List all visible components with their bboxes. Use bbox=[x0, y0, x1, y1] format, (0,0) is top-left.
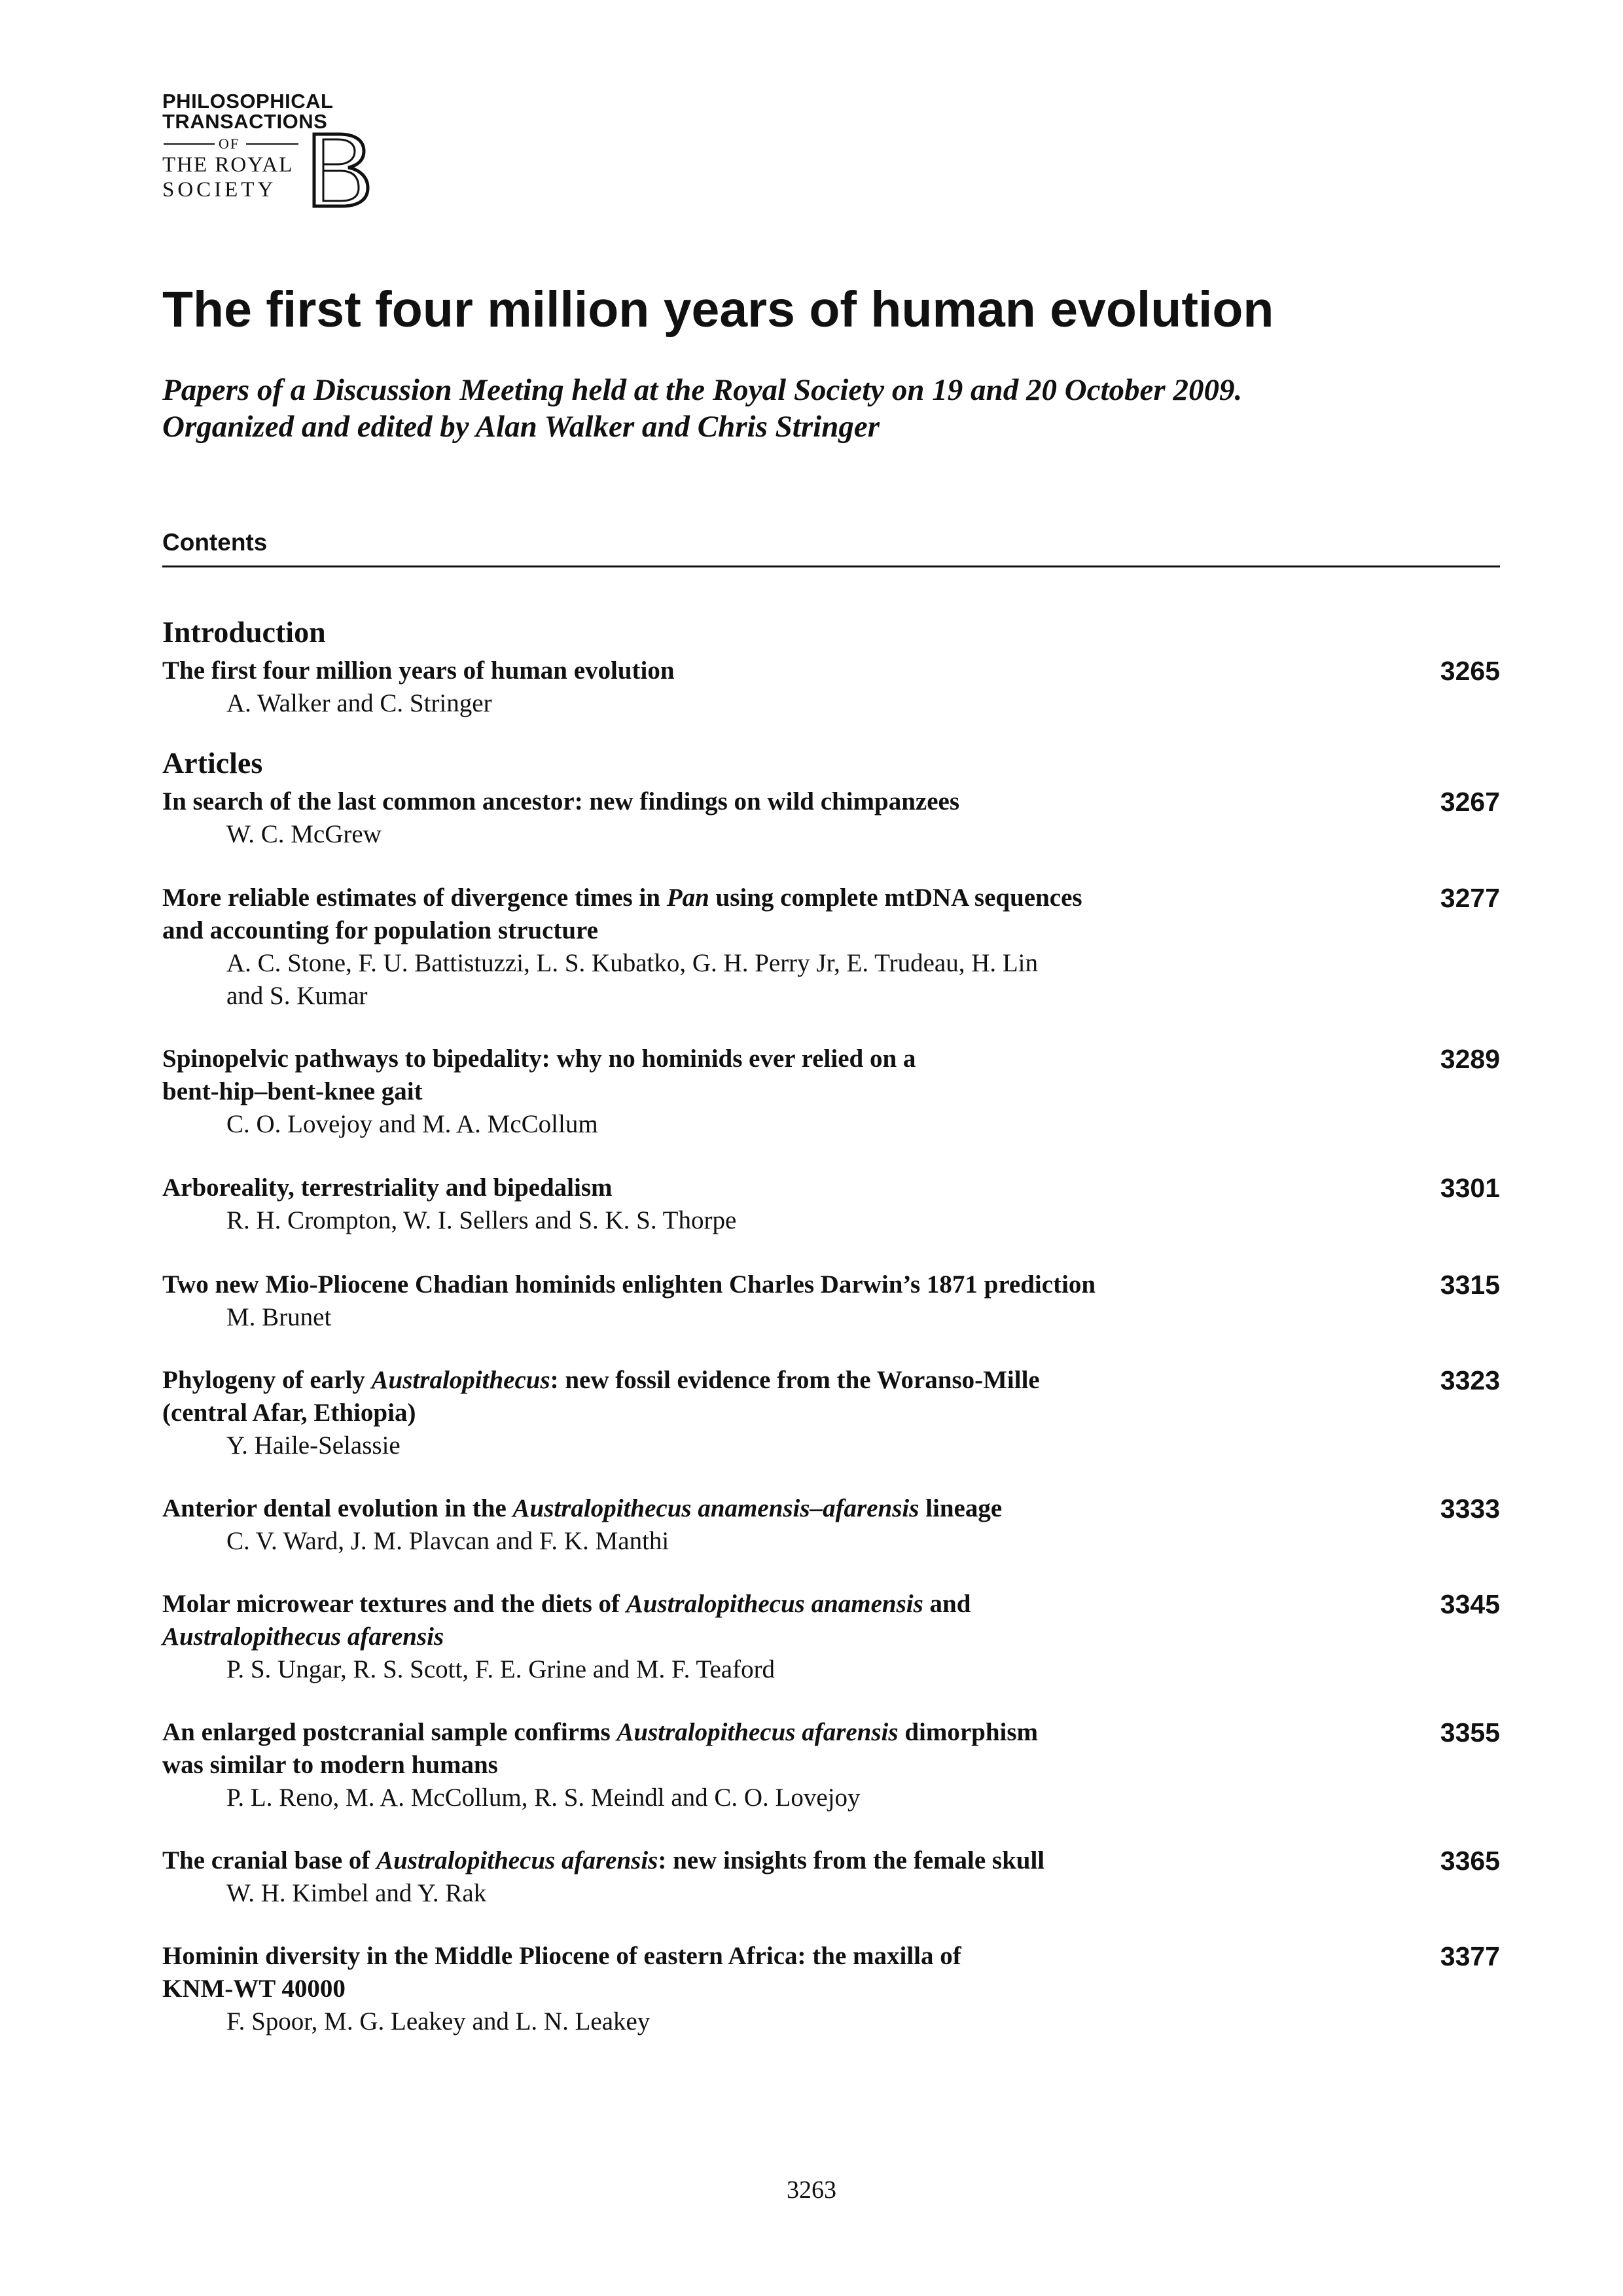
toc-authors-text: P. L. Reno, M. A. McCollum, R. S. Meindl and C. O. Lovejoy bbox=[226, 1784, 861, 1812]
toc-entry-title bbox=[162, 655, 1406, 687]
toc-entry-authors bbox=[162, 1525, 1404, 1558]
toc-title-text: Phylogeny of early bbox=[162, 1366, 372, 1394]
toc-authors-text: R. H. Crompton, W. I. Sellers and S. K. S. Thorpe bbox=[226, 1206, 737, 1234]
toc-title-text: was similar to modern humans bbox=[162, 1751, 498, 1779]
toc-title-text: Two new Mio-Pliocene Chadian hominids enlighten Charles Darwin’s 1871 prediction bbox=[162, 1270, 1096, 1299]
toc-authors-text: F. Spoor, M. G. Leakey and L. N. Leakey bbox=[226, 2007, 651, 2036]
toc-entry-authors bbox=[162, 1108, 1404, 1141]
toc-authors-text: W. H. Kimbel and Y. Rak bbox=[226, 1879, 487, 1907]
toc-title-text: : new fossil evidence from the Woranso-Mille bbox=[550, 1366, 1040, 1394]
toc-entry-page: 3315 bbox=[1440, 1270, 1500, 1300]
toc-entry-authors bbox=[162, 1782, 1404, 1814]
toc-entry-page: 3267 bbox=[1440, 787, 1500, 817]
toc-entry-page: 3355 bbox=[1440, 1717, 1500, 1748]
toc-entry[interactable] bbox=[162, 1588, 1500, 1686]
toc-title-italic: Australopithecus afarensis bbox=[376, 1846, 658, 1874]
logo-of bbox=[162, 135, 300, 151]
toc-entry-title bbox=[162, 1492, 1406, 1525]
logo-line-philosophical: PHILOSOPHICAL bbox=[162, 90, 334, 113]
journal-logo bbox=[162, 91, 372, 222]
page-title: The first four million years of human evolution bbox=[162, 281, 1274, 338]
toc-title-italic: Australopithecus afarensis bbox=[616, 1718, 899, 1746]
toc-entry[interactable] bbox=[162, 1940, 1500, 2038]
logo-b-letter-icon bbox=[305, 130, 370, 209]
subtitle-line-2: Organized and edited by Alan Walker and Chris Stringer bbox=[162, 410, 880, 444]
section-heading-introduction: Introduction bbox=[162, 615, 326, 649]
toc-title-text: bent-hip–bent-knee gait bbox=[162, 1077, 423, 1105]
logo-line-the-royal: THE ROYAL bbox=[162, 153, 294, 177]
toc-authors-text: A. Walker and C. Stringer bbox=[226, 689, 492, 717]
toc-title-text: Arboreality, terrestriality and bipedalism bbox=[162, 1174, 613, 1202]
toc-title-text: KNM-WT 40000 bbox=[162, 1975, 346, 2003]
toc-title-text: Anterior dental evolution in the bbox=[162, 1494, 513, 1522]
toc-entry-page: 3277 bbox=[1440, 883, 1500, 913]
toc-authors-text: A. C. Stone, F. U. Battistuzzi, L. S. Kubatko, G. H. Perry Jr, E. Trudeau, H. Lin bbox=[226, 949, 1039, 977]
toc-entry-page: 3265 bbox=[1440, 656, 1500, 686]
toc-authors-text: Y. Haile-Selassie bbox=[226, 1431, 401, 1460]
toc-entry-authors bbox=[162, 818, 1404, 851]
toc-entry[interactable] bbox=[162, 1844, 1500, 1910]
toc-entry[interactable] bbox=[162, 655, 1500, 720]
meeting-subtitle bbox=[162, 372, 1242, 445]
toc-entry-title bbox=[162, 1268, 1406, 1301]
toc-title-text: More reliable estimates of divergence times in bbox=[162, 884, 667, 912]
toc-entry-title bbox=[162, 1716, 1406, 1782]
toc-authors-text: and S. Kumar bbox=[226, 982, 368, 1010]
toc-entry[interactable] bbox=[162, 1716, 1500, 1814]
toc-entry-page: 3301 bbox=[1440, 1173, 1500, 1203]
toc-entry-page: 3377 bbox=[1440, 1941, 1500, 1971]
toc-entry[interactable] bbox=[162, 882, 1500, 1013]
toc-entry-title bbox=[162, 1940, 1406, 2005]
toc-entry-authors bbox=[162, 1877, 1404, 1910]
toc-title-text: Spinopelvic pathways to bipedality: why no hominids ever relied on a bbox=[162, 1045, 916, 1073]
toc-authors-text: P. S. Ungar, R. S. Scott, F. E. Grine and M. F. Teaford bbox=[226, 1655, 776, 1683]
contents-divider bbox=[162, 565, 1500, 567]
toc-title-text: : new insights from the female skull bbox=[658, 1846, 1045, 1874]
toc-title-italic: Pan bbox=[666, 884, 709, 912]
toc-title-italic: Australopithecus afarensis bbox=[162, 1623, 444, 1651]
toc-entry-title bbox=[162, 1043, 1406, 1108]
toc-entry[interactable] bbox=[162, 1043, 1500, 1141]
toc-entry[interactable] bbox=[162, 1268, 1500, 1334]
toc-entry[interactable] bbox=[162, 785, 1500, 851]
page-number: 3263 bbox=[787, 2176, 836, 2204]
toc-title-italic: Australopithecus anamensis bbox=[626, 1590, 923, 1618]
toc-authors-text: M. Brunet bbox=[226, 1303, 332, 1331]
toc-entry[interactable] bbox=[162, 1492, 1500, 1558]
toc-authors-text: W. C. McGrew bbox=[226, 820, 382, 848]
toc-title-text: In search of the last common ancestor: new findings on wild chimpanzees bbox=[162, 787, 960, 816]
toc-entry-title bbox=[162, 785, 1406, 818]
logo-of-text: OF bbox=[219, 135, 240, 152]
section-heading-articles: Articles bbox=[162, 746, 263, 780]
contents-heading: Contents bbox=[162, 529, 268, 556]
toc-title-text: lineage bbox=[919, 1494, 1003, 1522]
toc-entry-authors bbox=[162, 1653, 1404, 1686]
toc-entry-page: 3289 bbox=[1440, 1044, 1500, 1074]
toc-title-italic: Australopithecus bbox=[371, 1366, 550, 1394]
toc-title-text: and accounting for population structure bbox=[162, 916, 598, 944]
toc-entry-authors bbox=[162, 1301, 1404, 1334]
toc-entry-title bbox=[162, 1172, 1406, 1204]
toc-title-text: (central Afar, Ethiopia) bbox=[162, 1399, 416, 1427]
toc-entry-page: 3345 bbox=[1440, 1589, 1500, 1619]
toc-title-text: The first four million years of human evolution bbox=[162, 656, 675, 685]
toc-entry[interactable] bbox=[162, 1364, 1500, 1462]
toc-title-italic: Australopithecus anamensis–afarensis bbox=[512, 1494, 919, 1522]
toc-title-text: An enlarged postcranial sample confirms bbox=[162, 1718, 617, 1746]
toc-title-text: using complete mtDNA sequences bbox=[709, 884, 1082, 912]
toc-entry-title bbox=[162, 1364, 1406, 1429]
toc-entry-page: 3323 bbox=[1440, 1365, 1500, 1395]
toc-authors-text: C. O. Lovejoy and M. A. McCollum bbox=[226, 1110, 598, 1138]
toc-entry-authors bbox=[162, 1204, 1404, 1237]
toc-entry-page: 3333 bbox=[1440, 1494, 1500, 1524]
toc-title-text: dimorphism bbox=[898, 1718, 1039, 1746]
toc-title-text: Hominin diversity in the Middle Pliocene of eastern Africa: the maxilla of bbox=[162, 1942, 961, 1970]
toc-authors-text: C. V. Ward, J. M. Plavcan and F. K. Manthi bbox=[226, 1527, 669, 1555]
toc-title-text: Molar microwear textures and the diets of bbox=[162, 1590, 626, 1618]
toc-entry-page: 3365 bbox=[1440, 1846, 1500, 1876]
subtitle-line-1: Papers of a Discussion Meeting held at the Royal Society on 19 and 20 October 2009. bbox=[162, 373, 1243, 407]
logo-line-transactions: TRANSACTIONS bbox=[162, 110, 328, 133]
toc-entry-authors bbox=[162, 947, 1404, 1013]
toc-entry[interactable] bbox=[162, 1172, 1500, 1237]
toc-title-text: and bbox=[923, 1590, 971, 1618]
toc-entry-authors bbox=[162, 1429, 1404, 1462]
toc-entry-title bbox=[162, 882, 1406, 947]
toc-entry-title bbox=[162, 1588, 1406, 1653]
logo-line-society: SOCIETY bbox=[162, 178, 277, 202]
toc-title-text: The cranial base of bbox=[162, 1846, 377, 1874]
toc-entry-authors bbox=[162, 687, 1404, 720]
toc-entry-authors bbox=[162, 2005, 1404, 2038]
toc-entry-title bbox=[162, 1844, 1406, 1877]
